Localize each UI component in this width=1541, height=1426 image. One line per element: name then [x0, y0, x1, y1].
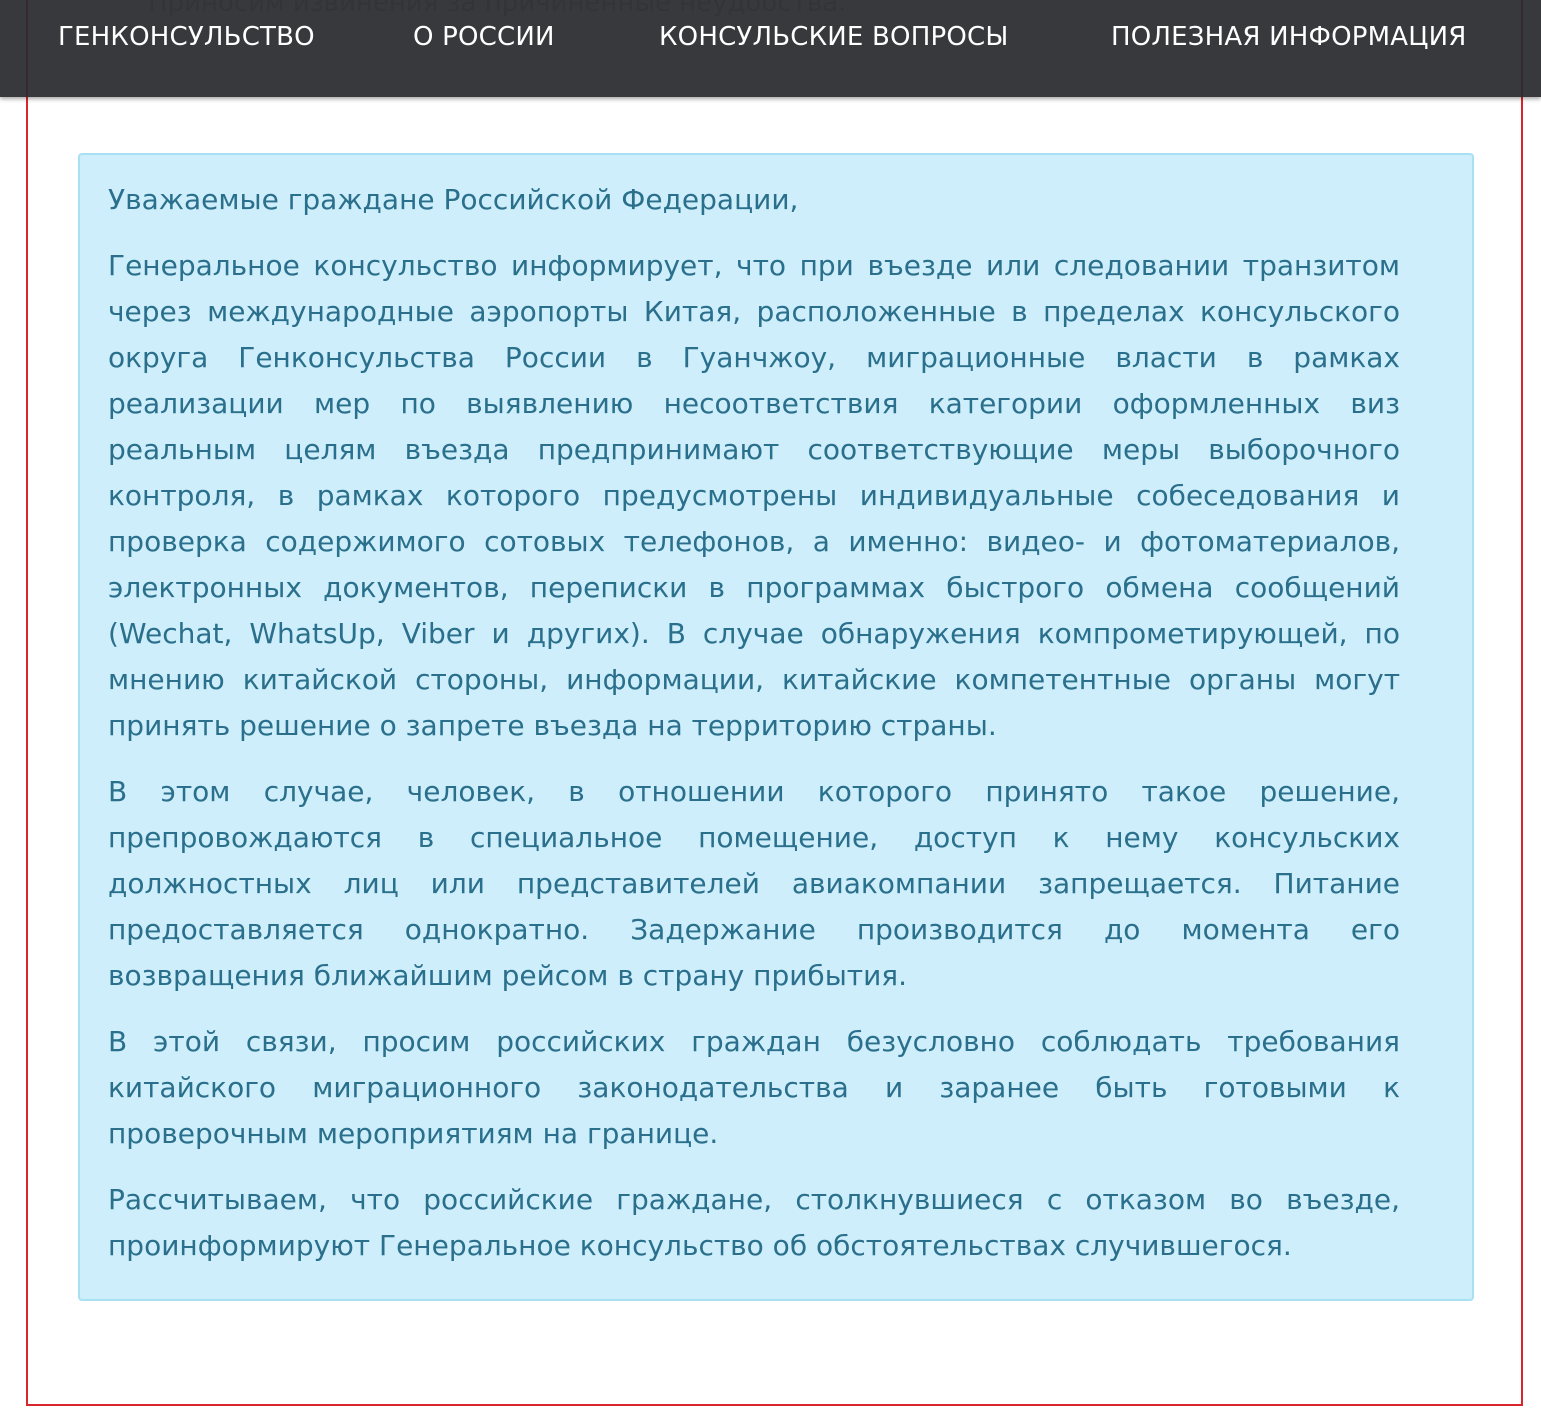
notice-greeting: Уважаемые граждане Российской Федерации,	[108, 183, 799, 216]
nav-item-about-russia[interactable]: О РОССИИ	[413, 22, 555, 52]
notice-paragraph-4: Рассчитываем, что российские граждане, столкнувшиеся с отказом во въезде, проинформируют Генеральное консульство об обстоятельствах случившегося.	[108, 1183, 1400, 1262]
notice-paragraph-1: Генеральное консульство информирует, что при въезде или следовании транзитом через международные аэропорты Китая, расположенные в пределах консульского округа Генконсульства России в Гуанчжоу, миграционные власти в рамках реализации мер по выявлению несоответствия категории оформленных виз реальным целям въезда предпринимают соответствующие меры выборочного контроля, в рамках которого предусмотрены индивидуальные собеседования и проверка содержимого сотовых телефонов, а именно: видео- и фотоматериалов, электронных документов, переписки в программах быстрого обмена сообщений (Wechat, WhatsUp, Viber и других). В случае обнаружения компрометирующей, по мнению китайской стороны, информации, китайские компетентные органы могут принять решение о запрете въезда на территорию страны.	[108, 249, 1400, 742]
top-navbar	[0, 0, 1541, 97]
nav-item-consular-issues[interactable]: КОНСУЛЬСКИЕ ВОПРОСЫ	[659, 22, 1009, 52]
notice-alert-box	[78, 153, 1474, 1301]
notice-paragraph-3: В этой связи, просим российских граждан безусловно соблюдать требования китайского миграционного законодательства и заранее быть готовыми к проверочным мероприятиям на границе.	[108, 1025, 1400, 1150]
notice-paragraph-2: В этом случае, человек, в отношении которого принято такое решение, препровождаются в специальное помещение, доступ к нему консульских должностных лиц или представителей авиакомпании запрещается. Питание предоставляется однократно. Задержание производится до момента его возвращения ближайшим рейсом в страну прибытия.	[108, 775, 1400, 992]
nav-item-useful-info[interactable]: ПОЛЕЗНАЯ ИНФОРМАЦИЯ	[1111, 22, 1467, 52]
notice-content	[108, 177, 1400, 1289]
nav-item-consulate[interactable]: ГЕНКОНСУЛЬСТВО	[58, 22, 315, 52]
